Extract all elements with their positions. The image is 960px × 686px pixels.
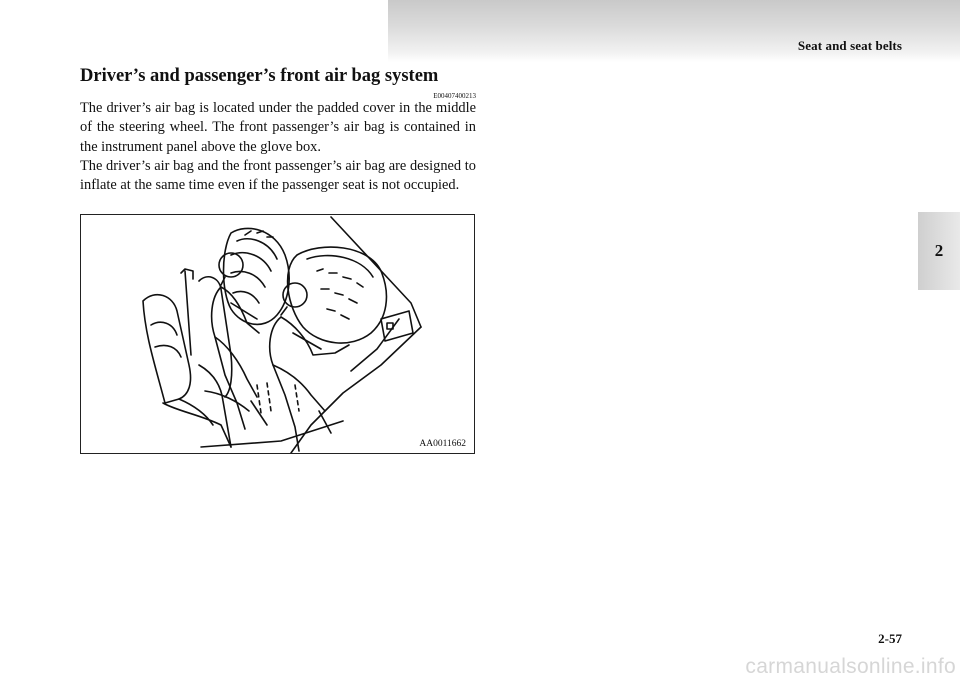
page-number: 2-57 (878, 631, 902, 646)
section-body (80, 99, 476, 195)
section-title: Driver’s and passenger’s front air bag system (80, 66, 439, 86)
chapter-title: Seat and seat belts (797, 38, 902, 53)
chapter-tab-label: 2 (934, 241, 944, 260)
watermark: carmanualsonline.info (745, 655, 956, 678)
airbag-illustration (80, 214, 475, 454)
figure-code: AA0011662 (419, 439, 466, 449)
paragraph: The driver’s air bag is located under the padded cover in the middle of the steering wheel. The front passenger’s air bag is contained in the instrument panel above the glove box. (80, 100, 476, 155)
airbag-drawing (81, 215, 475, 454)
section-ref-code: E00407400213 (433, 92, 476, 100)
paragraph: The driver’s air bag and the front passenger’s air bag are designed to inflate at the same time even if the passenger seat is not occupied. (80, 157, 476, 194)
chapter-tab (918, 212, 960, 290)
